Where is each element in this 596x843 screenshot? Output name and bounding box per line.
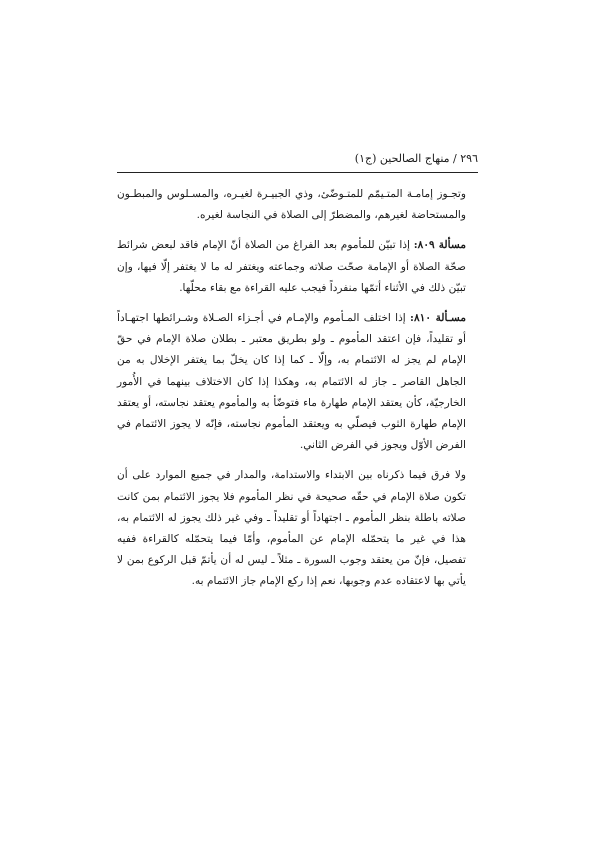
page-header bbox=[117, 150, 478, 168]
paragraph-text: إذا تبيّن للمأموم بعد الفراغ من الصلاة أنّ الإمام فاقد لبعض شرائط صحّة الصلاة أو الإمامة صحّت صلاته وجماعته ويغتفر له ما لا يغتفر إلّا فيها، وإن تبيّن ذلك في الأثناء أتمّها منفرداً فيجب عليه القراءة مع بقاء محلّها. bbox=[117, 239, 466, 294]
paragraph-imamate-of-tayammum bbox=[117, 184, 478, 226]
paragraph-text: إذا اختلف المـأموم والإمـام في أجـزاء الصـلاة وشـرائطها اجتهـاداً أو تقليداً، فإن اعتقد المأموم ـ ولو بطريق معتبر ـ بطلان صلاة الإمام في حقّ الإمام لم يجز له الائتمام به، وإلّا ـ كما إذا كان يخلّ بما يغتفر الإخلال به من الجاهل القاصر ـ جاز له الائتمام به، وهكذا إذا كان الاختلاف بينهما في الأُمور الخارجيّة، كأن يعتقد الإمام طهارة ماء فتوضّأ به والمأموم يعتقد نجاسته، أو يعتقد الإمام طهارة الثوب فيصلّي به ويعتقد المأموم نجاسته، فإنّه لا يجوز الائتمام في الفرض الأوّل ويجوز في الفرض الثاني. bbox=[117, 312, 466, 452]
header-divider bbox=[117, 172, 478, 173]
page-body bbox=[117, 184, 478, 602]
running-header-text: ٢٩٦ / منهاج الصالحين (ج١) bbox=[354, 152, 478, 165]
masala-heading: مسألة ٨٠٩: bbox=[413, 239, 467, 252]
paragraph-text: وتجـوز إمامـة المتـيمّم للمتـوضّئ، وذي الجبيـرة لغيـره، والمسـلوس والمبطـون والمستحاضة لغيرهم، والمضطرّ إلى الصلاة في النجاسة لغيره. bbox=[117, 188, 466, 222]
paragraph-text: ولا فرق فيما ذكرناه بين الابتداء والاستدامة، والمدار في جميع الموارد على أن تكون صلاة الإمام في حقّه صحيحة في نظر المأموم فلا يجوز الائتمام بمن كانت صلاته باطلة بنظر المأموم ـ اجتهاداً أو تقليداً ـ وفي غير ذلك يجوز له الائتمام به، هذا في غير ما يتحمّله الإمام عن المأموم، وأمّا فيما يتحمّله كالقراءة ففيه تفصيل، فإنّ من يعتقد وجوب السورة ـ مثلاً ـ ليس له أن يأتمّ قبل الركوع بمن لا يأتي بها لاعتقاده عدم وجوبها، نعم إذا ركع الإمام جاز الائتمام به. bbox=[117, 469, 466, 588]
paragraph-masala-810 bbox=[117, 308, 478, 456]
masala-heading: مسـألة ٨١٠: bbox=[410, 312, 466, 325]
paragraph-masala-809 bbox=[117, 235, 478, 299]
paragraph-no-difference bbox=[117, 465, 478, 592]
